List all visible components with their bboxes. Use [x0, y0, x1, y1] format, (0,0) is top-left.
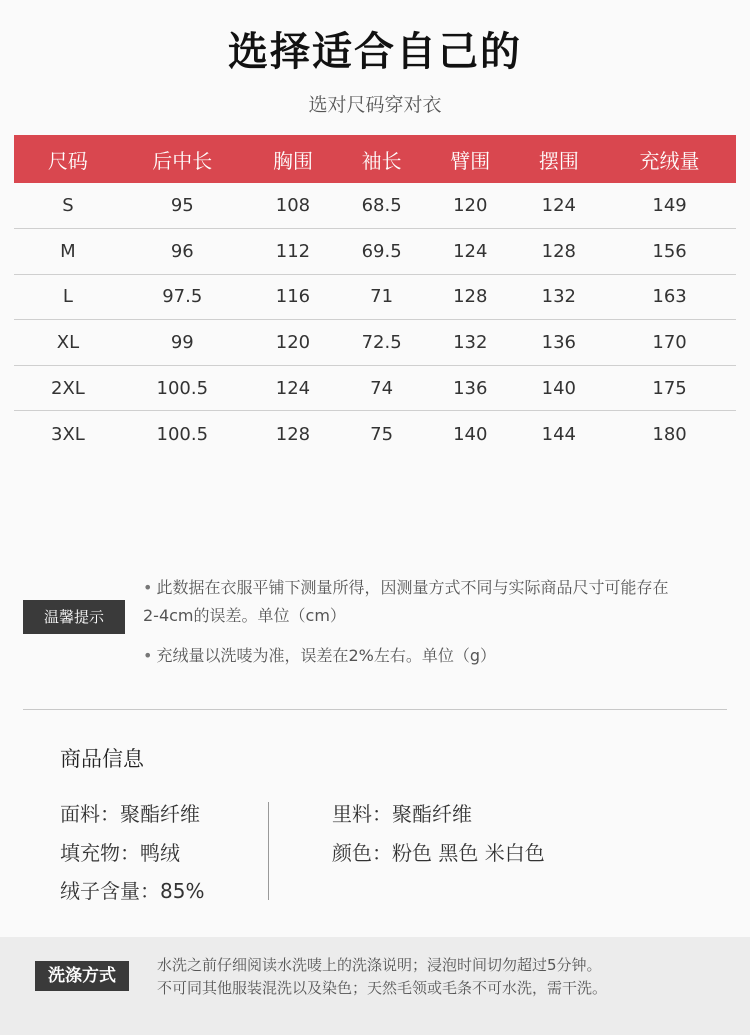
page-title: 选择适合自己的: [228, 29, 522, 75]
bullet-icon: •: [143, 646, 153, 665]
table-cell: 124: [515, 183, 604, 229]
table-row: [14, 274, 736, 320]
table-cell: 140: [453, 423, 488, 445]
wash-instructions: [157, 954, 607, 1000]
table-cell: 112: [249, 229, 338, 275]
table-cell: 100.5: [116, 365, 249, 411]
table-cell: 136: [515, 320, 604, 366]
info-title: 商品信息: [60, 747, 144, 771]
table-cell: 95: [116, 183, 249, 229]
table-cell: 180: [652, 423, 687, 445]
table-row: [14, 320, 736, 366]
header-arm: 臂围: [426, 135, 515, 183]
bullet-icon: •: [143, 578, 153, 597]
tip-line: 此数据在衣服平铺下测量所得，因测量方式不同与实际商品尺寸可能存在: [156, 578, 669, 597]
table-cell: S: [14, 183, 116, 229]
table-cell: 156: [603, 229, 736, 275]
table-row: [14, 229, 736, 275]
info-down-content: 绒子含量：85%: [60, 879, 205, 903]
tip-down-fill: [143, 642, 723, 670]
table-cell: 140: [515, 365, 604, 411]
tip-measurement: [143, 574, 723, 630]
info-fabric: 面料：聚酯纤维: [60, 802, 200, 826]
info-divider: [268, 802, 269, 900]
table-cell: 128: [426, 274, 515, 320]
table-cell: 74: [337, 365, 426, 411]
wash-badge: 洗涤方式: [35, 961, 129, 991]
header-size: 尺码: [14, 135, 116, 183]
size-table: [14, 135, 736, 457]
table-cell: 175: [603, 365, 736, 411]
table-cell: 132: [426, 320, 515, 366]
table-cell: M: [14, 229, 116, 275]
header-down-fill: 充绒量: [603, 135, 736, 183]
table-cell: 3XL: [51, 423, 85, 445]
table-cell: 128: [275, 423, 311, 445]
wash-line: 不可同其他服装混洗以及染色；天然毛领或毛条不可水洗，需干洗。: [157, 979, 608, 997]
table-cell: 71: [337, 274, 426, 320]
table-cell: 108: [249, 183, 338, 229]
table-cell: 136: [426, 365, 515, 411]
table-cell: 72.5: [337, 320, 426, 366]
page-subtitle: 选对尺码穿对衣: [308, 94, 442, 116]
table-cell: 100.5: [156, 423, 209, 445]
header-chest: 胸围: [249, 135, 338, 183]
table-cell: 96: [116, 229, 249, 275]
table-cell: 120: [426, 183, 515, 229]
table-row: [14, 411, 736, 457]
table-header-row: [14, 135, 736, 183]
table-cell: 144: [541, 423, 576, 445]
header-sleeve: 袖长: [337, 135, 426, 183]
table-cell: 170: [603, 320, 736, 366]
info-lining: 里料：聚酯纤维: [332, 802, 472, 826]
table-cell: 132: [515, 274, 604, 320]
table-row: [14, 183, 736, 229]
info-filling: 填充物：鸭绒: [60, 841, 180, 865]
tips-badge: 温馨提示: [23, 600, 125, 634]
table-cell: 128: [515, 229, 604, 275]
tip-line: 充绒量以洗唛为准，误差在2%左右。单位（g）: [156, 646, 496, 665]
table-cell: 120: [249, 320, 338, 366]
table-cell: XL: [14, 320, 116, 366]
table-cell: L: [14, 274, 116, 320]
table-cell: 69.5: [337, 229, 426, 275]
table-cell: 149: [603, 183, 736, 229]
header-back-length: 后中长: [116, 135, 249, 183]
tip-line: 2-4cm的误差。单位（cm）: [143, 606, 346, 625]
wash-line: 水洗之前仔细阅读水洗唛上的洗涤说明；浸泡时间切勿超过5分钟。: [157, 956, 602, 974]
table-cell: 163: [603, 274, 736, 320]
table-cell: 124: [426, 229, 515, 275]
info-color: 颜色：粉色 黑色 米白色: [332, 841, 545, 865]
table-row: [14, 365, 736, 411]
table-cell: 116: [249, 274, 338, 320]
section-divider: [23, 709, 727, 710]
table-cell: 99: [116, 320, 249, 366]
table-cell: 124: [249, 365, 338, 411]
table-cell: 2XL: [14, 365, 116, 411]
table-cell: 68.5: [337, 183, 426, 229]
table-cell: 75: [370, 423, 394, 445]
header-hem: 摆围: [515, 135, 604, 183]
table-cell: 97.5: [116, 274, 249, 320]
